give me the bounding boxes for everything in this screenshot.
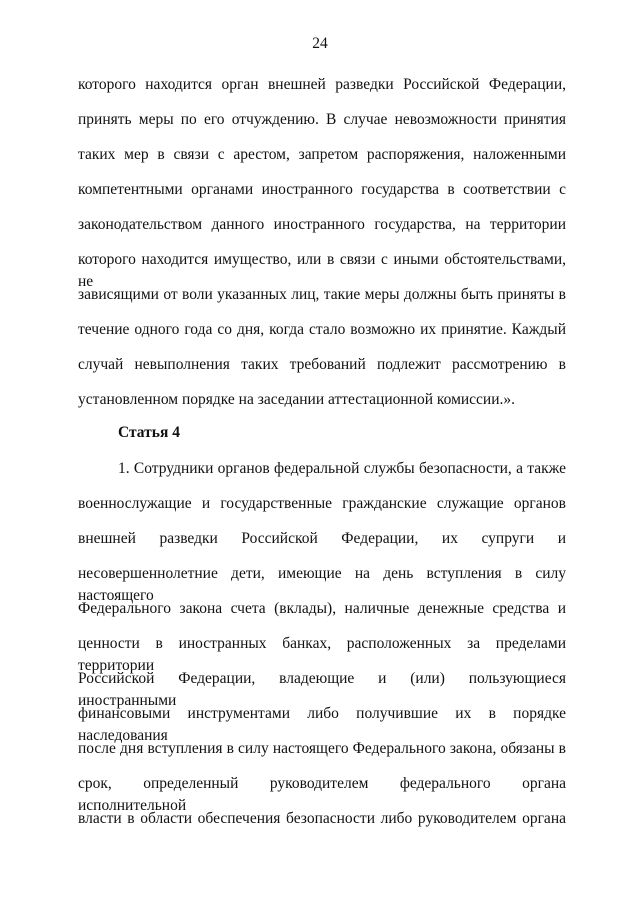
paragraph-line: случай невыполнения таких требований подлежит рассмотрению в (78, 356, 566, 373)
article-heading: Статья 4 (118, 424, 180, 441)
paragraph-line: внешней разведки Российской Федерации, их супруги и (78, 530, 566, 547)
paragraph-line: Федерального закона счета (вклады), наличные денежные средства и (78, 600, 566, 617)
paragraph-line: принять меры по его отчуждению. В случае невозможности принятия (78, 111, 566, 128)
paragraph-line: Российской Федерации, владеющие и (или) пользующиеся иностранными (78, 670, 566, 709)
paragraph-line: несовершеннолетние дети, имеющие на день вступления в силу настоящего (78, 565, 566, 604)
paragraph-line: после дня вступления в силу настоящего Федерального закона, обязаны в (78, 740, 566, 757)
paragraph-line: финансовыми инструментами либо получившие их в порядке наследования (78, 705, 566, 744)
paragraph-line: законодательством данного иностранного государства, на территории (78, 216, 566, 233)
paragraph-line: 1. Сотрудники органов федеральной службы безопасности, а также (118, 460, 566, 477)
paragraph-line: которого находится орган внешней разведки Российской Федерации, (78, 76, 566, 93)
paragraph-line: установленном порядке на заседании аттестационной комиссии.». (78, 391, 516, 408)
paragraph-line: военнослужащие и государственные гражданские служащие органов (78, 495, 566, 512)
paragraph-line: таких мер в связи с арестом, запретом распоряжения, наложенными (78, 146, 566, 163)
paragraph-line: течение одного года со дня, когда стало возможно их принятие. Каждый (78, 321, 566, 338)
paragraph-line: зависящими от воли указанных лиц, такие меры должны быть приняты в (78, 286, 566, 303)
paragraph-line: срок, определенный руководителем федерального органа исполнительной (78, 775, 566, 814)
paragraph-line: ценности в иностранных банках, расположенных за пределами территории (78, 635, 566, 674)
paragraph-line: которого находится имущество, или в связи с иными обстоятельствами, не (78, 251, 566, 290)
paragraph-line: компетентными органами иностранного государства в соответствии с (78, 181, 566, 198)
paragraph-line: власти в области обеспечения безопасности либо руководителем органа (78, 810, 566, 827)
page-number: 24 (312, 35, 328, 52)
